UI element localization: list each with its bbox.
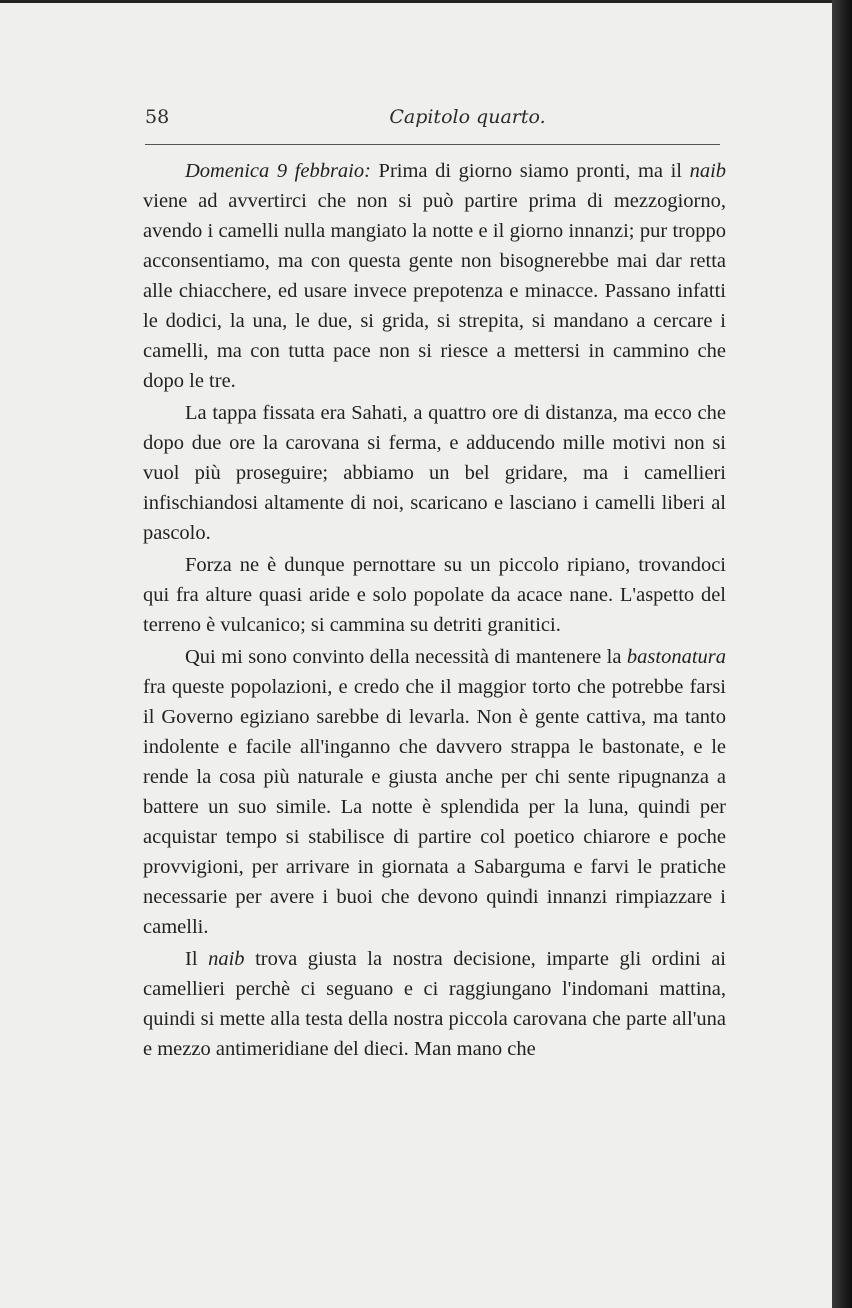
paragraph-4-text-a: Qui mi sono convinto della necessità di mantenere la [185,646,627,668]
paragraph-2: La tappa fissata era Sahati, a quattro ore di distanza, ma ecco che dopo due ore la carovana si ferma, e adducendo mille motivi non si vuol più proseguire; abbiamo un bel gridare, ma i camellieri infischiandosi altamente di noi, scaricano e lasciano i camelli liberi al pascolo. [143,402,726,544]
paragraph-1-text-b: viene ad avvertirci che non si può partire prima di mezzogiorno, avendo i camelli nulla mangiato la notte e il giorno innanzi; pur troppo acconsentiamo, ma con questa gente non bisognerebbe mai dar retta alle chiacchere, ed usare invece prepotenza e minacce. Passano infatti le dodici, la una, le due, si grida, si strepita, si mandano a cercare i camelli, ma con tutta pace non si riesce a mettersi in cammino che dopo le tre. [143,190,726,392]
paragraph-5-text-a: Il [185,948,209,970]
header-rule [145,144,720,145]
page-number: 58 [145,106,170,128]
body-text [143,156,726,1064]
book-edge [832,0,852,1308]
page-header [145,98,720,138]
paragraph-3: Forza ne è dunque pernottare su un piccolo ripiano, trovandoci qui fra alture quasi aride e solo popolate da acace nane. L'aspetto del terreno è vulcanico; si cammina su detriti granitici. [143,554,726,636]
paragraph-1-text-a: Prima di giorno siamo pronti, ma il [370,160,690,182]
running-title: Capitolo quarto. [389,106,546,128]
italic-term: naib [208,948,245,970]
paragraph-1 [143,156,726,396]
paragraph-5-text-b: trova giusta la nostra decisione, imparte gli ordini ai camellieri perchè ci seguano e ci raggiungano l'indomani mattina, quindi si mette alla testa della nostra piccola carovana che parte all'una e mezzo antimeridiane del dieci. Man mano che [143,948,726,1060]
paragraph-5 [143,944,726,1064]
date-heading: Domenica 9 febbraio: [185,160,371,182]
paragraph-4-text-b: fra queste popolazioni, e credo che il maggior torto che potrebbe farsi il Governo egiziano sarebbe di levarla. Non è gente cattiva, ma tanto indolente e facile all'inganno che davvero strappa le bastonate, e le rende la cosa più naturale e giusta anche per chi sente ripugnanza a battere un suo simile. La notte è splendida per la luna, quindi per acquistar tempo si stabilisce di partire col poetico chiarore e poche provvigioni, per arrivare in giornata a Sabarguma e farvi le pratiche necessarie per avere i buoi che devono quindi innanzi rimpiazzare i camelli. [143,676,726,938]
paragraph-4 [143,642,726,942]
italic-term: naib [689,160,727,182]
italic-term: bastonatura [626,646,726,668]
